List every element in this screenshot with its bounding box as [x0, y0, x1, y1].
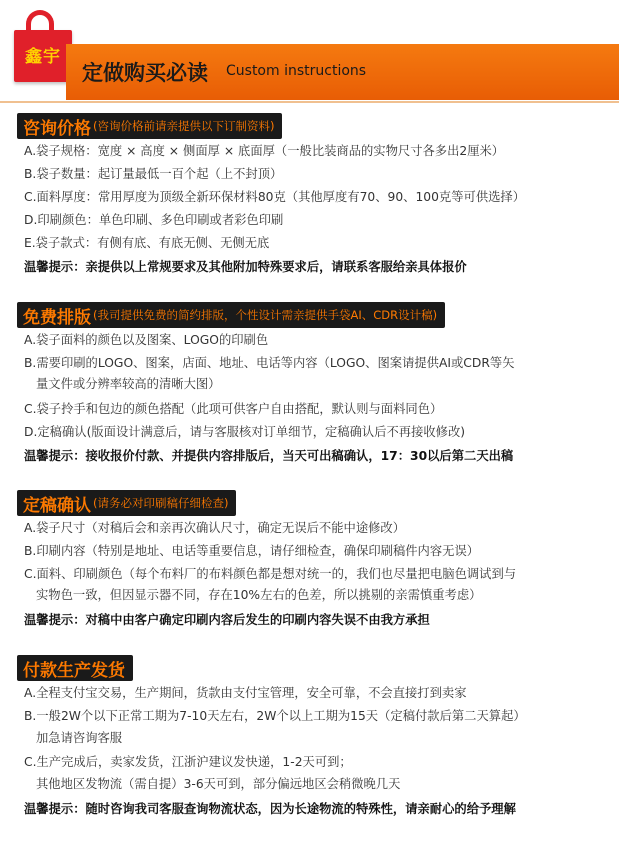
section-title: 免费排版 [23, 307, 91, 328]
list-item: C.面料、印刷颜色（每个布料厂的布料颜色都是想对统一的，我们也尽量把电脑色调试到与 [24, 567, 517, 581]
list-item: B.印刷内容（特别是地址、电话等重要信息，请仔细检查，确保印刷稿件内容无误） [24, 544, 480, 558]
list-item: B.袋子数量：起订量最低一百个起（上不封顶） [24, 167, 283, 181]
brand-name: 鑫宇 [25, 47, 61, 67]
list-item: E.袋子款式：有侧有底、有底无侧、无侧无底 [24, 236, 270, 250]
section-heading [17, 302, 445, 328]
title-bar [66, 44, 619, 100]
section-note: (我司提供免费的简约排版，个性设计需亲提供手袋AI、CDR设计稿) [93, 308, 438, 322]
tip-text: 温馨提示：接收报价付款、并提供内容排版后，当天可出稿确认，17：30以后第二天出稿 [24, 449, 514, 463]
tip-text: 温馨提示：对稿中由客户确定印刷内容后发生的印刷内容失误不由我方承担 [24, 613, 430, 627]
list-item: 其他地区发物流（需自提）3-6天可到，部分偏远地区会稍微晚几天 [36, 777, 401, 791]
tip-text: 温馨提示：亲提供以上常规要求及其他附加特殊要求后，请联系客服给亲具体报价 [24, 260, 467, 274]
header-divider [0, 101, 619, 103]
list-item: C.面料厚度：常用厚度为顶级全新环保材料80克（其他厚度有70、90、100克等可供选择） [24, 190, 526, 204]
page-title: 定做购买必读 [82, 61, 208, 85]
section-title: 付款生产发货 [23, 660, 125, 681]
list-item: A.袋子尺寸（对稿后会和亲再次确认尺寸，确定无误后不能中途修改） [24, 521, 406, 535]
section-note: (咨询价格前请亲提供以下订制资料) [93, 119, 275, 133]
list-item: B.需要印刷的LOGO、图案，店面、地址、电话等内容（LOGO、图案请提供AI或CDR等矢 [24, 356, 515, 370]
list-item: D.定稿确认(版面设计满意后，请与客服核对订单细节，定稿确认后不再接收修改) [24, 425, 466, 439]
list-item: B.一般2W个以下正常工期为7-10天左右，2W个以上工期为15天（定稿付款后第二天算起） [24, 709, 526, 723]
list-item: 加急请咨询客服 [36, 731, 123, 745]
list-item: D.印刷颜色：单色印刷、多色印刷或者彩色印刷 [24, 213, 284, 227]
section-title: 定稿确认 [23, 495, 91, 516]
list-item: C.袋子拎手和包边的颜色搭配（此项可供客户自由搭配，默认则与面料同色） [24, 402, 443, 416]
list-item: 量文件或分辨率较高的清晰大图） [36, 377, 221, 391]
bag-handle-icon [26, 10, 54, 38]
section-heading [17, 490, 236, 516]
list-item: A.袋子规格：宽度 × 高度 × 侧面厚 × 底面厚（一般比装商品的实物尺寸各多出2厘米） [24, 144, 505, 158]
list-item: C.生产完成后，卖家发货，江浙沪建议发快递，1-2天可到； [24, 755, 352, 769]
header [0, 0, 619, 110]
section-title: 咨询价格 [23, 118, 91, 139]
tip-text: 温馨提示：随时咨询我司客服查询物流状态，因为长途物流的特殊性，请亲耐心的给予理解 [24, 802, 516, 816]
section-note: (请务必对印刷稿仔细检查) [93, 496, 229, 510]
list-item: A.袋子面料的颜色以及图案、LOGO的印刷色 [24, 333, 269, 347]
page-subtitle: Custom instructions [226, 63, 367, 79]
section-heading [17, 655, 133, 681]
list-item: 实物色一致，但因显示器不同，存在10%左右的色差，所以挑剔的亲需慎重考虑） [36, 588, 482, 602]
section-heading [17, 113, 282, 139]
list-item: A.全程支付宝交易，生产期间，货款由支付宝管理，安全可靠，不会直接打到卖家 [24, 686, 467, 700]
